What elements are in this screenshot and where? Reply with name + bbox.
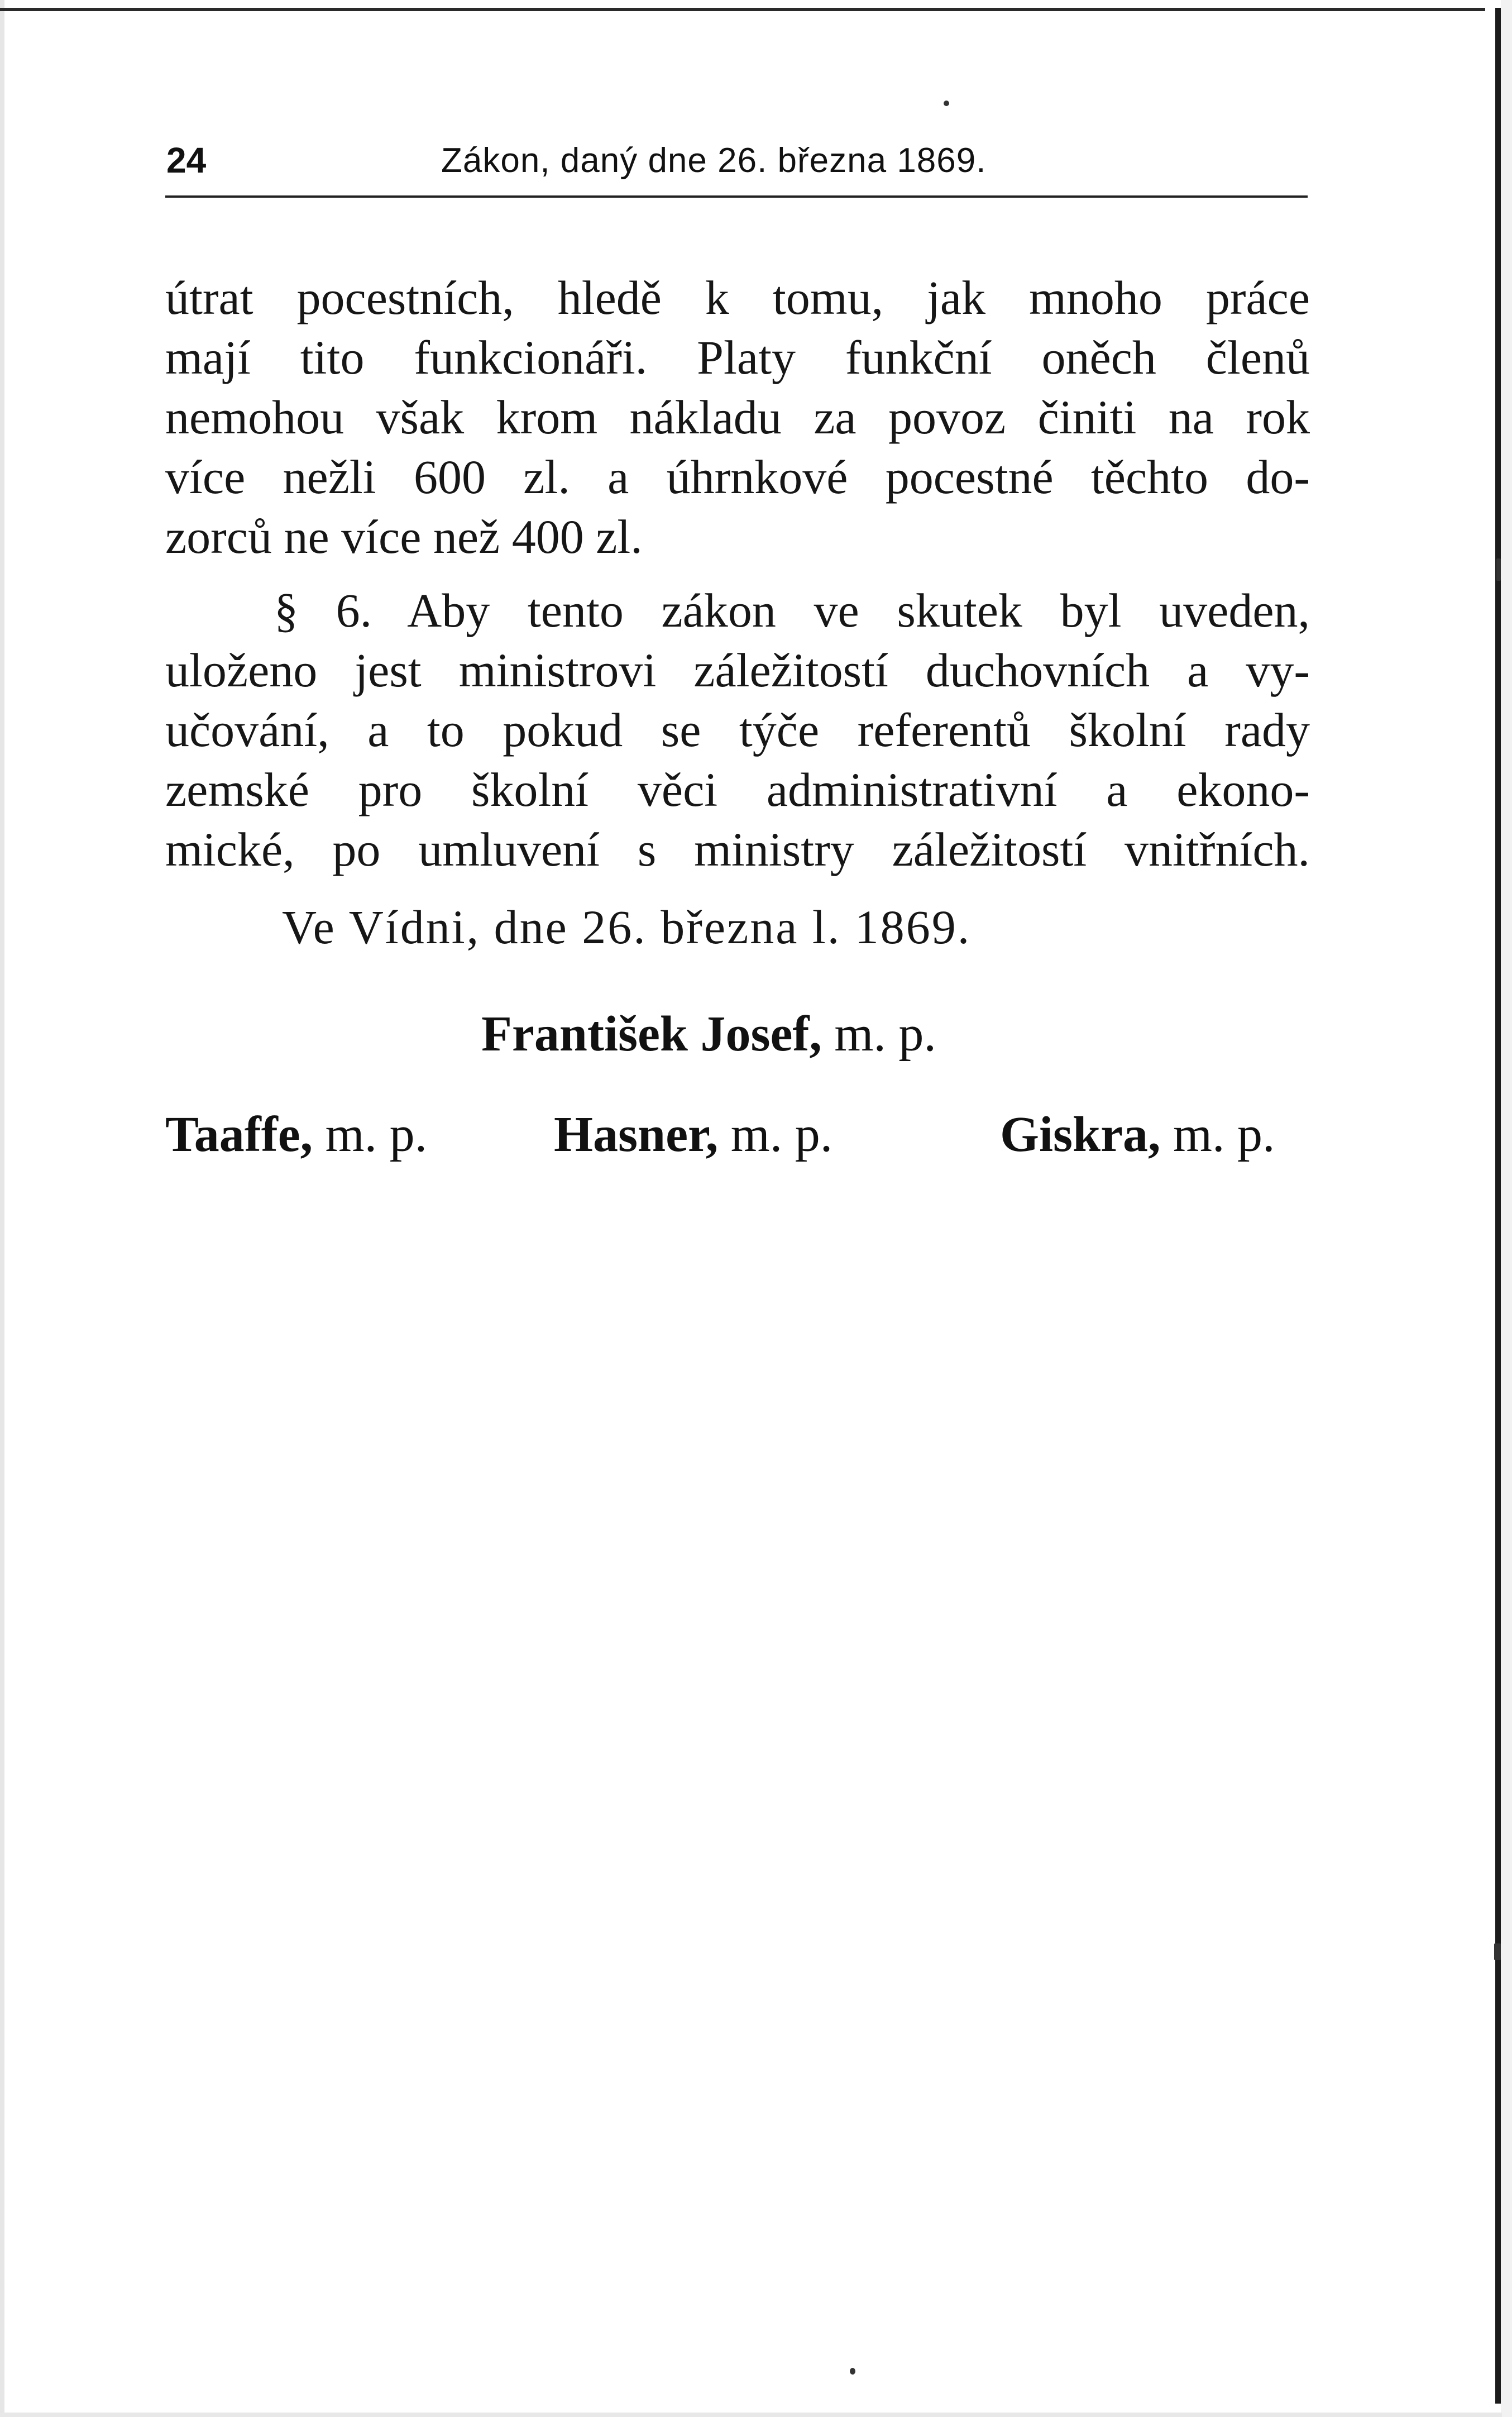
running-head: Zákon, daný dne 26. března 1869.: [441, 141, 987, 180]
minister-name: Giskra,: [1000, 1107, 1161, 1162]
text-line: zemské pro školní věci administrativní a ekono-: [165, 763, 1310, 816]
scan-speck: [944, 101, 949, 106]
text-line: zorců ne více než 400 zl.: [165, 510, 643, 563]
paragraph-1: [165, 268, 1310, 567]
date-line: Ve Vídni, dne 26. března l. 1869.: [282, 900, 972, 954]
minister-signature: [554, 1106, 832, 1163]
scan-speck: [1494, 1943, 1501, 1960]
text-line: učování, a to pokud se týče referentů školní rady: [165, 703, 1310, 757]
text-line: mají tito funkcionáři. Platy funkční oněch členů: [165, 331, 1310, 384]
scan-speck: [850, 2368, 855, 2375]
scan-bottom-edge: [0, 2413, 1502, 2417]
scan-speck: [1496, 558, 1501, 581]
minister-suffix: m. p.: [1160, 1107, 1275, 1162]
page-number: 24: [166, 140, 207, 180]
scan-right-margin: [1501, 0, 1512, 2417]
minister-signature: [165, 1106, 427, 1163]
minister-name: Taaffe,: [165, 1107, 313, 1162]
header-rule: [165, 195, 1308, 198]
minister-name: Hasner,: [554, 1107, 719, 1162]
text-line: § 6. Aby tento zákon ve skutek byl uveden,: [274, 584, 1310, 637]
text-line: mické, po umluvení s ministry záležitostí vnitřních.: [165, 823, 1310, 876]
text-line: více nežli 600 zl. a úhrnkové pocestné těchto do-: [165, 450, 1310, 504]
minister-signature: [1000, 1106, 1275, 1163]
minister-suffix: m. p.: [313, 1107, 428, 1162]
scan-top-edge: [0, 8, 1485, 11]
paragraph-gap: [165, 567, 1310, 581]
paragraph-2: [165, 581, 1310, 880]
scan-right-edge: [1495, 8, 1501, 2404]
scan-left-edge: [0, 0, 4, 2417]
monarch-name: František Josef,: [481, 1006, 822, 1062]
text-line: nemohou však krom nákladu za povoz činiti na rok: [165, 390, 1310, 444]
text-line: útrat pocestních, hledě k tomu, jak mnoho práce: [165, 271, 1310, 324]
text-line: uloženo jest ministrovi záležitostí duchovních a vy-: [165, 643, 1310, 697]
body-text: [165, 268, 1310, 880]
minister-suffix: m. p.: [718, 1107, 833, 1162]
monarch-signature: [481, 1005, 936, 1063]
monarch-suffix: m. p.: [821, 1006, 936, 1062]
